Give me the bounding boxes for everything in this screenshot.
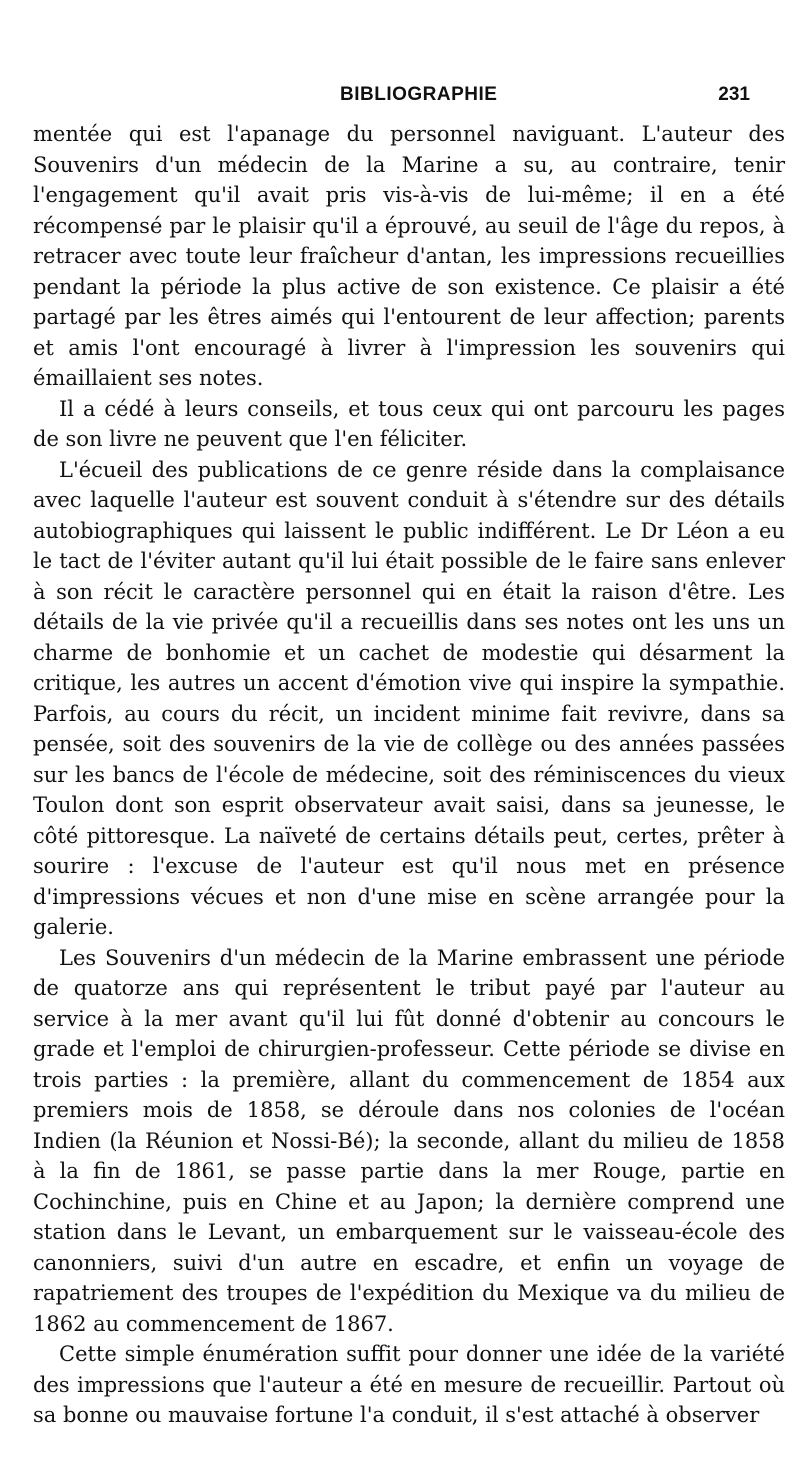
paragraph: Cette simple énumération suffit pour donner une idée de la variété des impressions que l'auteur a été en mesure de recueillir. Partout où sa bonne ou mauvaise fortune l'a conduit, il s'est attaché à observer	[33, 1342, 785, 1427]
page-number: 231	[718, 84, 750, 105]
paragraph: Il a cédé à leurs conseils, et tous ceux qui ont parcouru les pages de son livre ne peuvent que l'en féliciter.	[33, 396, 785, 451]
body-text	[33, 119, 785, 1431]
paragraph: Les Souvenirs d'un médecin de la Marine embrassent une période de quatorze ans qui représentent le tribut payé par l'auteur au service à la mer avant qu'il lui fût donné d'obtenir au concours le grade et l'emploi de chirurgien-professeur. Cette période se divise en trois parties : la première, allant du commencement de 1854 aux premiers mois de 1858, se déroule dans nos colonies de l'océan Indien (la Réunion et Nossi-Bé); la seconde, allant du milieu de 1858 à la fin de 1861, se passe partie dans la mer Rouge, partie en Cochinchine, puis en Chine et au Japon; la dernière comprend une station dans le Levant, un embarquement sur le vaisseau-école des canonniers, suivi d'un autre en escadre, et enfin un voyage de rapatriement des troupes de l'expédition du Mexique va du milieu de 1862 au commencement de 1867.	[33, 945, 785, 1336]
paragraph: L'écueil des publications de ce genre réside dans la complaisance avec laquelle l'auteur est souvent conduit à s'étendre sur des détails autobiographiques qui laissent le public indifférent. Le Dr Léon a eu le tact de l'éviter autant qu'il lui était possible de le faire sans enlever à son récit le caractère personnel qui en était la raison d'être. Les détails de la vie privée qu'il a recueillis dans ses notes ont les uns un charme de bonhomie et un cachet de modestie qui désarment la critique, les autres un accent d'émotion vive qui inspire la sympathie. Parfois, au cours du récit, un incident minime fait revivre, dans sa pensée, soit des souvenirs de la vie de collège ou des années passées sur les bancs de l'école de médecine, soit des réminiscences du vieux Toulon dont son esprit observateur avait saisi, dans sa jeunesse, le côté pittoresque. La naïveté de certains détails peut, certes, prêter à sourire : l'excuse de l'auteur est qu'il nous met en présence d'impressions vécues et non d'une mise en scène arrangée pour la galerie.	[33, 457, 785, 939]
paragraph: mentée qui est l'apanage du personnel naviguant. L'auteur des Souvenirs d'un médecin de la Marine a su, au contraire, tenir l'engagement qu'il avait pris vis-à-vis de lui-même; il en a été récompensé par le plaisir qu'il a éprouvé, au seuil de l'âge du repos, à retracer avec toute leur fraîcheur d'antan, les impressions recueillies pendant la période la plus active de son existence. Ce plaisir a été partagé par les êtres aimés qui l'entourent de leur affection; parents et amis l'ont encouragé à livrer à l'impression les souvenirs qui émaillaient ses notes.	[33, 122, 785, 390]
page-header	[60, 84, 750, 114]
running-title: BIBLIOGRAPHIE	[340, 84, 498, 105]
